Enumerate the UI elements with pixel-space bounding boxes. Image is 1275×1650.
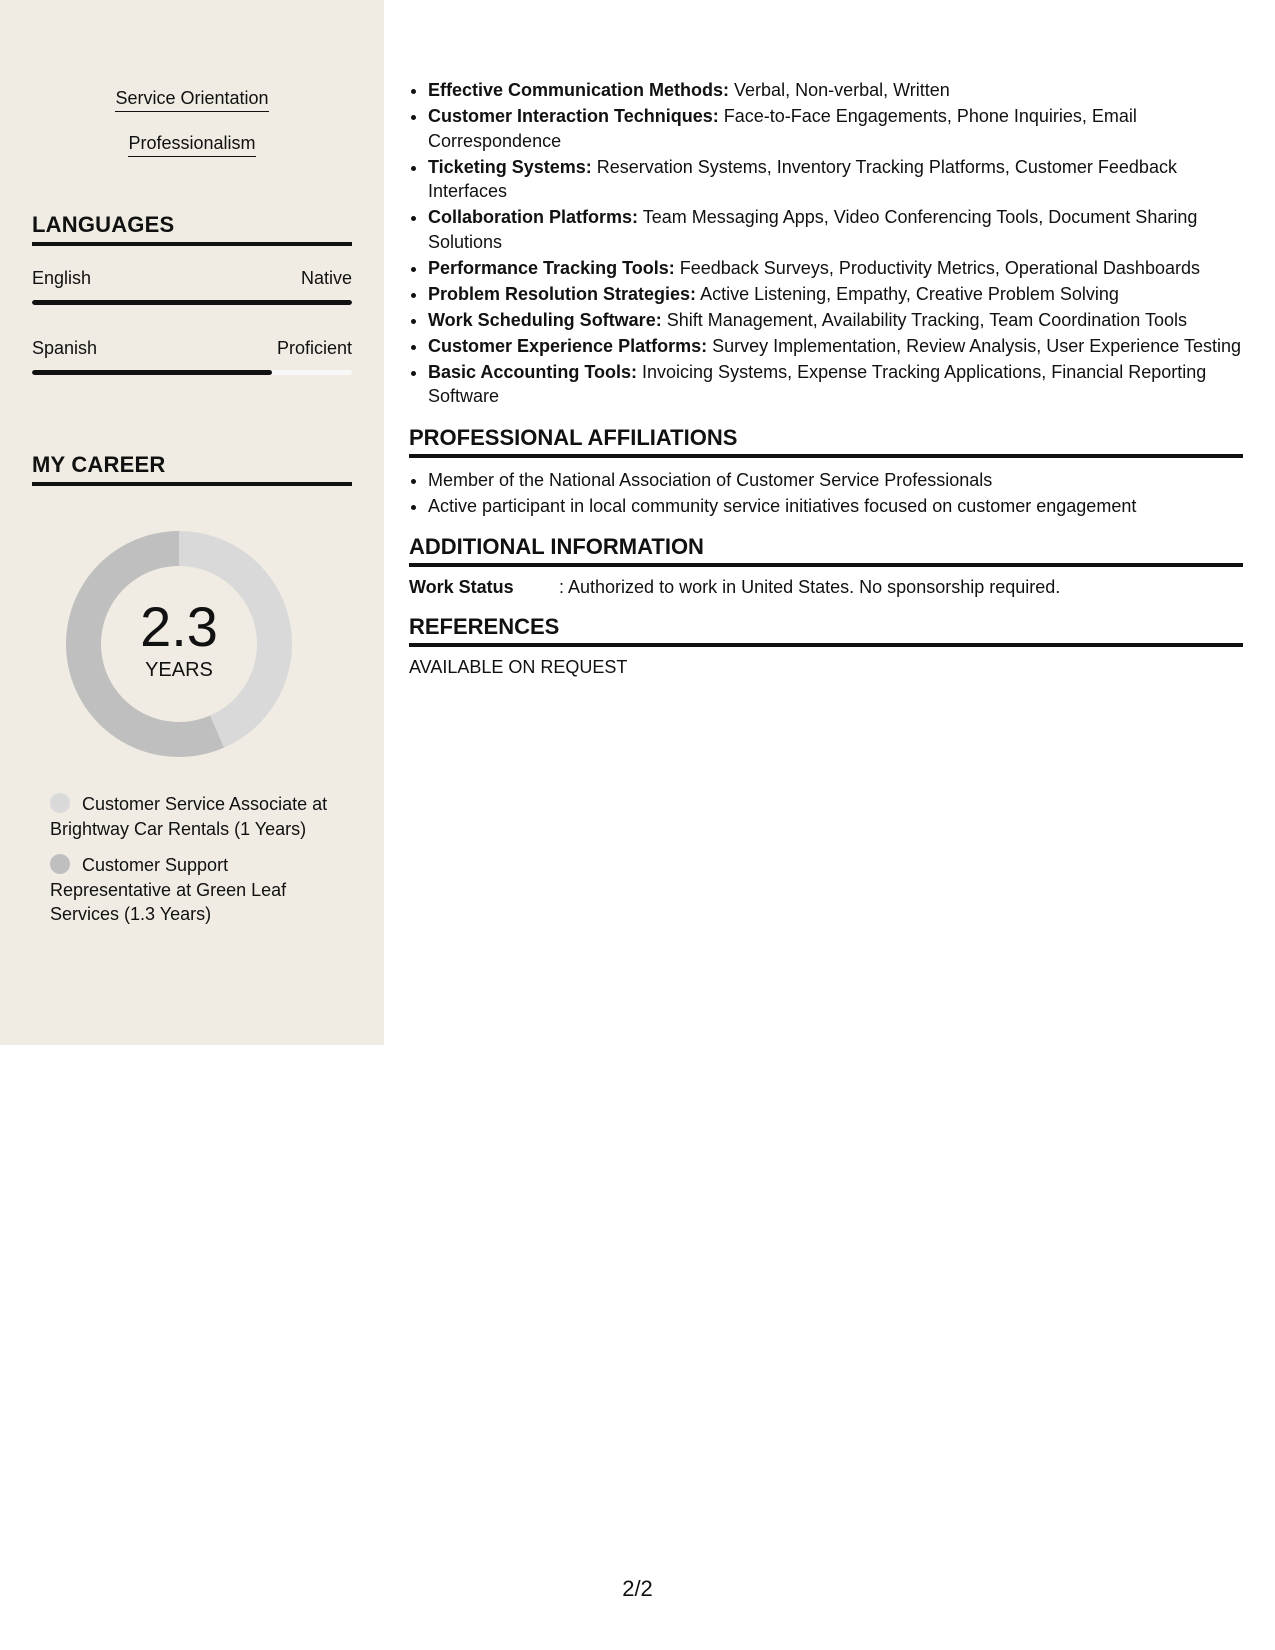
main-content bbox=[409, 78, 1243, 678]
skill-term: Basic Accounting Tools: bbox=[428, 361, 638, 382]
language-name: Spanish bbox=[32, 338, 98, 358]
skill-text: Shift Management, Availability Tracking, Team Coordination Tools bbox=[661, 309, 1187, 330]
career-total-unit: YEARS bbox=[145, 658, 213, 681]
skill-text: Face-to-Face Engagements, Phone Inquiries, Email Correspondence bbox=[428, 106, 1137, 151]
language-row bbox=[32, 338, 352, 359]
list-item: • Active participant in local community service initiatives focused on customer engagement bbox=[428, 494, 1243, 519]
skill-term: Effective Communication Methods: bbox=[428, 80, 730, 100]
work-status-value: : Authorized to work in United States. No sponsorship required. bbox=[559, 577, 1061, 597]
list-item bbox=[428, 334, 1243, 359]
career-heading: MY CAREER bbox=[32, 452, 352, 486]
affiliations-heading: PROFESSIONAL AFFILIATIONS bbox=[409, 425, 1243, 458]
career-total bbox=[66, 531, 292, 757]
work-status-label: Work Status bbox=[409, 577, 514, 597]
skill-text: Verbal, Non-verbal, Written bbox=[729, 80, 950, 100]
skill-term: Ticketing Systems: bbox=[428, 156, 592, 177]
skill-term: Problem Resolution Strategies: bbox=[428, 283, 697, 304]
language-row bbox=[32, 268, 352, 289]
career-legend-dot bbox=[50, 793, 70, 813]
language-level: Native bbox=[300, 268, 352, 288]
list-item bbox=[428, 104, 1243, 153]
references-heading: REFERENCES bbox=[409, 614, 1243, 647]
additional-info-heading: ADDITIONAL INFORMATION bbox=[409, 534, 1243, 567]
language-level: Proficient bbox=[276, 338, 352, 358]
language-bar bbox=[32, 370, 352, 375]
career-item bbox=[50, 792, 330, 841]
skill-term: Performance Tracking Tools: bbox=[428, 257, 675, 278]
skill-tag: Service Orientation bbox=[0, 88, 384, 112]
skill-text: Active Listening, Empathy, Creative Problem Solving bbox=[696, 283, 1119, 304]
language-bar-fill bbox=[32, 300, 352, 305]
list-item bbox=[428, 78, 1243, 103]
list-item: • Member of the National Association of Customer Service Professionals bbox=[428, 468, 1243, 493]
skill-tag: Professionalism bbox=[0, 133, 384, 157]
career-total-value: 2.3 bbox=[140, 594, 218, 658]
list-item bbox=[428, 308, 1243, 333]
skill-text: Survey Implementation, Review Analysis, User Experience Testing bbox=[707, 335, 1242, 356]
list-item bbox=[428, 282, 1243, 307]
affiliations-list bbox=[409, 468, 1243, 519]
references-text: AVAILABLE ON REQUEST bbox=[409, 657, 628, 677]
career-list bbox=[50, 792, 330, 939]
language-name: English bbox=[32, 268, 92, 288]
list-item bbox=[428, 256, 1243, 281]
skill-text: Team Messaging Apps, Video Conferencing Tools, Document Sharing Solutions bbox=[428, 207, 1198, 252]
list-item bbox=[428, 205, 1243, 254]
languages-heading: LANGUAGES bbox=[32, 212, 352, 246]
skill-text: Invoicing Systems, Expense Tracking Applications, Financial Reporting Software bbox=[428, 361, 1207, 406]
career-legend-dot bbox=[50, 854, 70, 874]
technical-skills-list bbox=[409, 78, 1243, 409]
career-item-label: Customer Service Associate at Brightway Car Rentals (1 Years) bbox=[50, 794, 328, 839]
skill-text: Reservation Systems, Inventory Tracking Platforms, Customer Feedback Interfaces bbox=[428, 156, 1177, 201]
career-item-label: Customer Support Representative at Green Leaf Services (1.3 Years) bbox=[50, 855, 287, 924]
language-bar-fill bbox=[32, 370, 272, 375]
skill-term: Work Scheduling Software: bbox=[428, 309, 662, 330]
list-item bbox=[428, 155, 1243, 204]
skill-term: Collaboration Platforms: bbox=[428, 207, 639, 227]
skill-term: Customer Interaction Techniques: bbox=[428, 106, 719, 126]
sidebar bbox=[0, 0, 384, 1045]
list-item bbox=[428, 360, 1243, 409]
skill-text: Feedback Surveys, Productivity Metrics, Operational Dashboards bbox=[674, 257, 1200, 278]
career-item bbox=[50, 853, 330, 927]
language-bar bbox=[32, 300, 352, 305]
page-number: 2/2 bbox=[622, 1576, 653, 1601]
career-donut-chart bbox=[66, 531, 292, 757]
work-status-row bbox=[409, 577, 1243, 598]
skill-term: Customer Experience Platforms: bbox=[428, 335, 708, 356]
